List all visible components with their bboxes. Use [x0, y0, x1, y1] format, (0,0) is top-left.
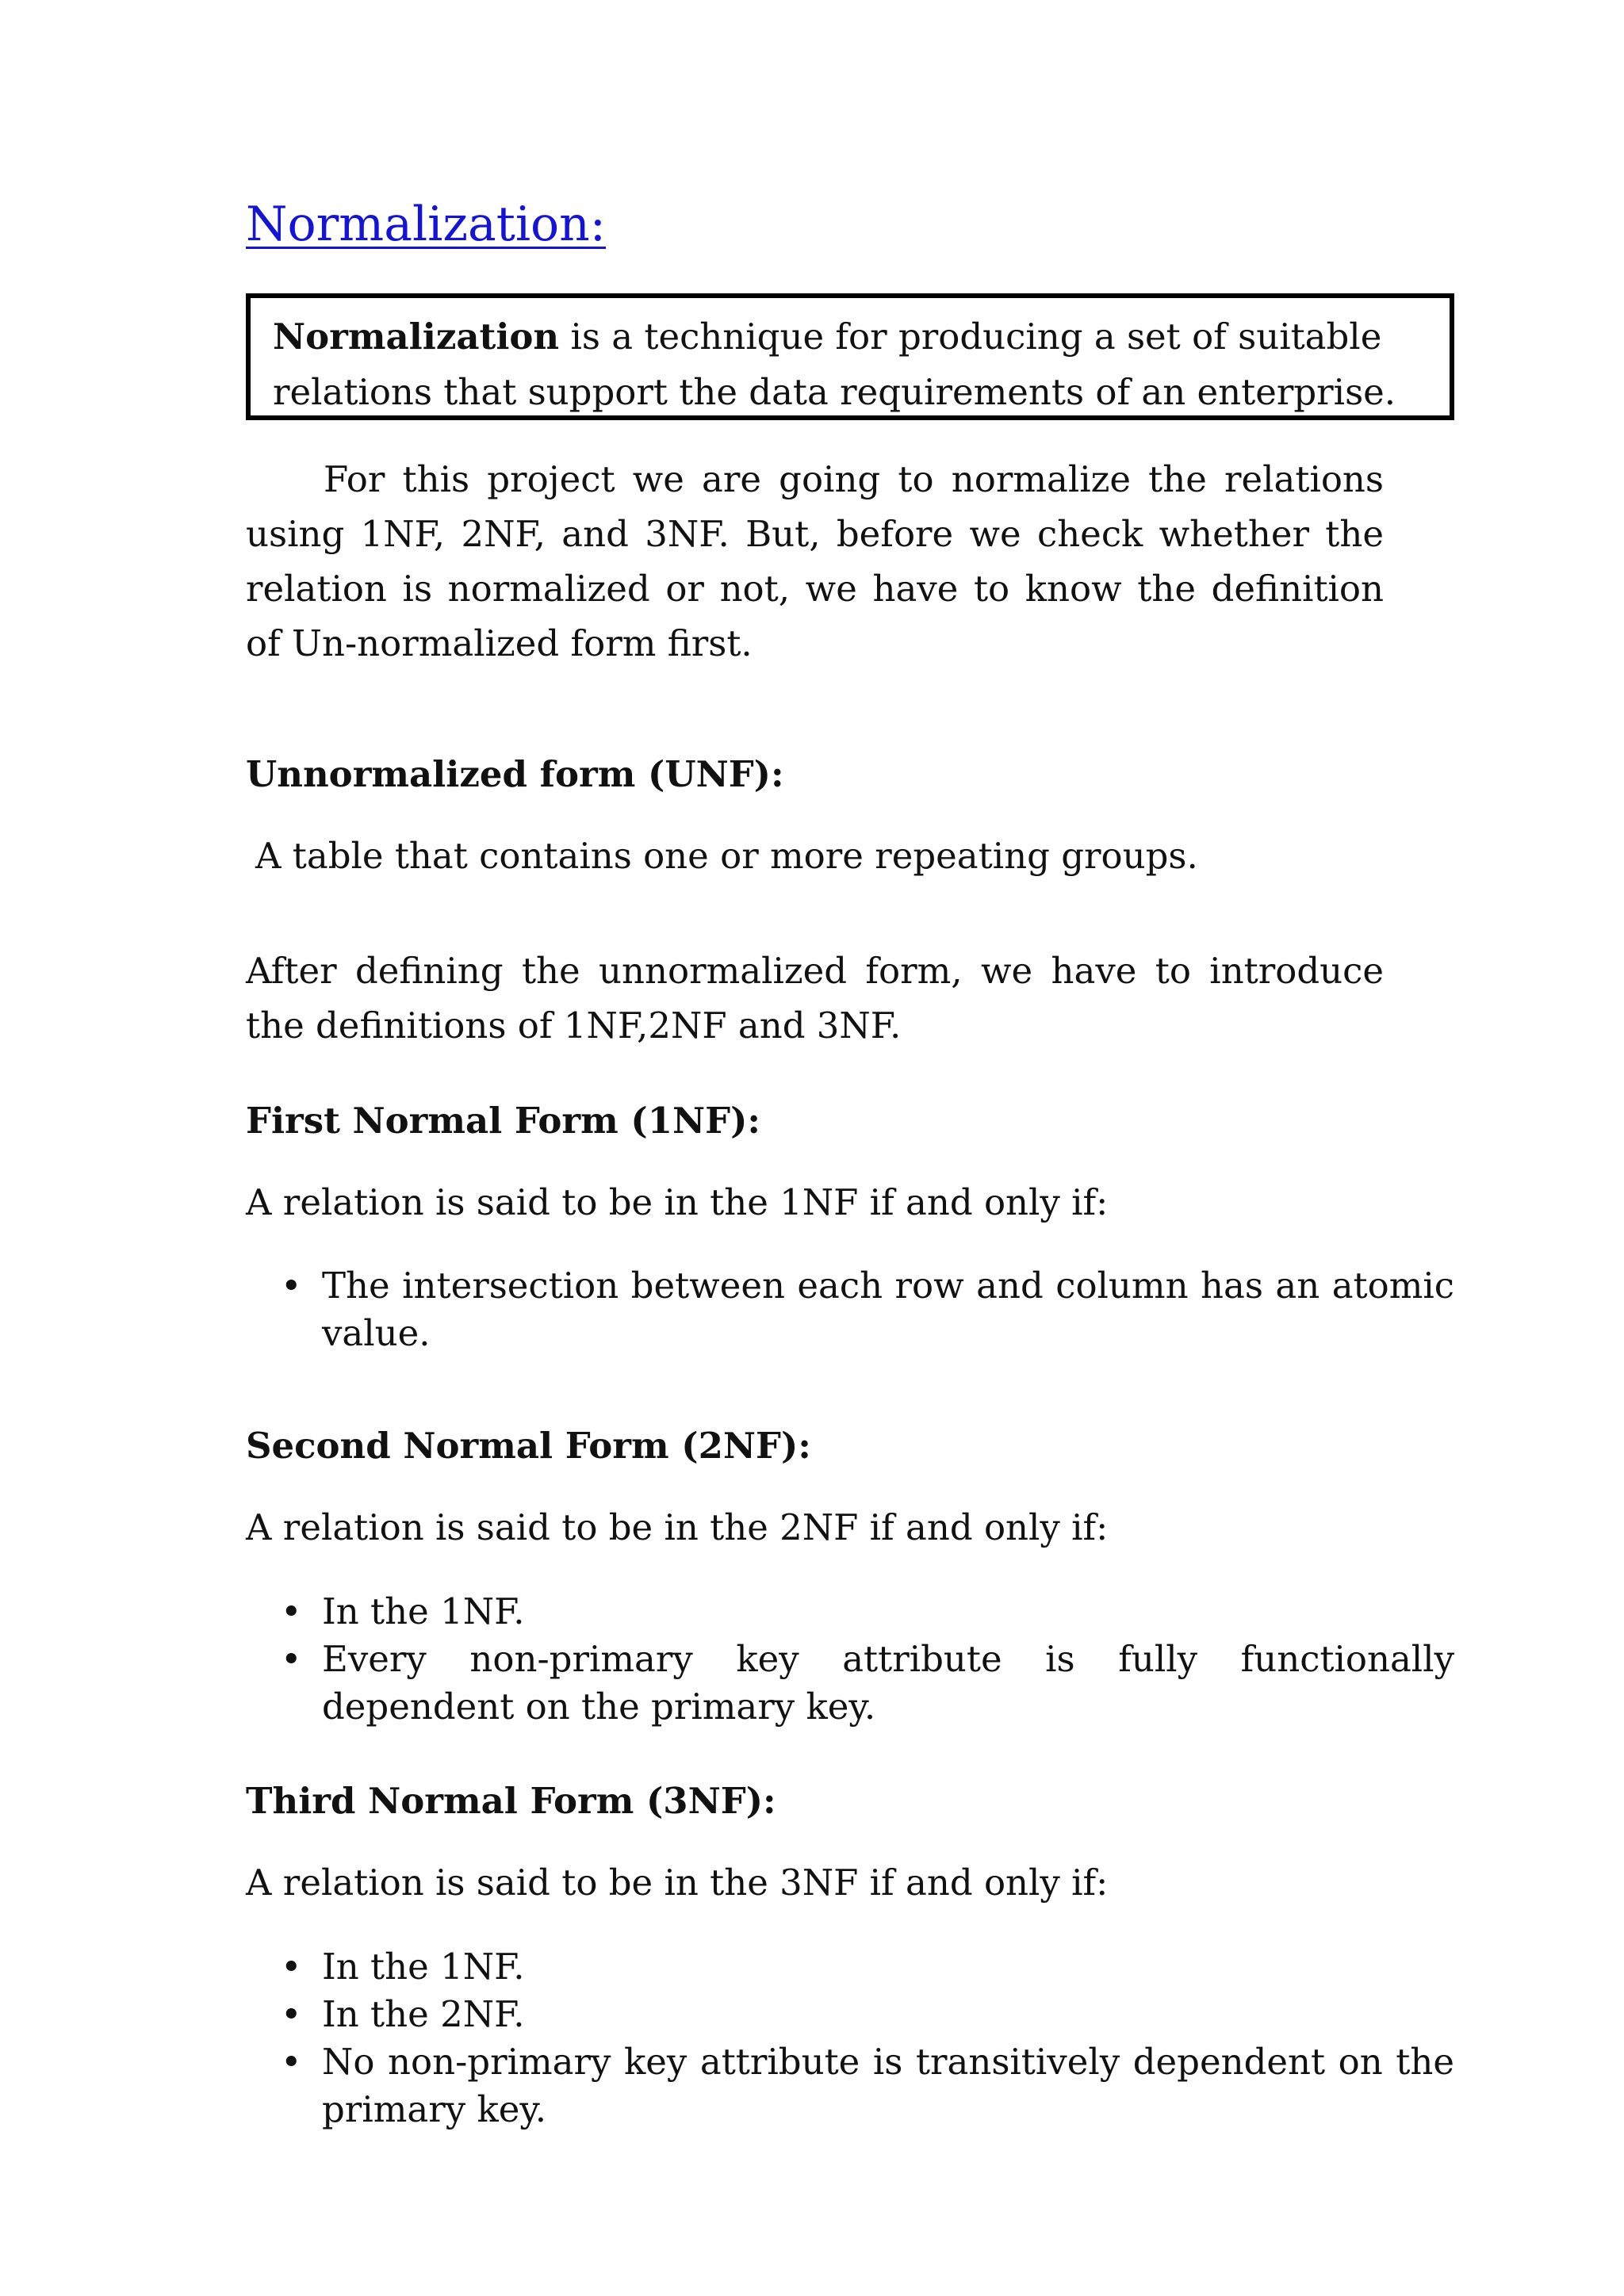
page-title: Normalization:: [246, 197, 607, 252]
bullet-icon: •: [281, 2041, 302, 2083]
list-item: • Every non-primary key attribute is fully functionally dependent on the primary key.: [281, 1636, 1454, 1731]
second-nf-heading: Second Normal Form (2NF):: [246, 1425, 811, 1467]
definition-term: Normalization: [273, 316, 560, 358]
definition-text: is a technique for producing a set of suitable relations that support the data requirements of an enterprise.: [273, 316, 1396, 413]
bullet-icon: •: [281, 1590, 302, 1632]
unf-heading: Unnormalized form (UNF):: [246, 753, 784, 795]
bullet-icon: •: [281, 1638, 302, 1680]
list-item: • In the 2NF.: [281, 1991, 1454, 2038]
second-nf-bullet-list: [281, 1588, 1454, 1731]
third-nf-lead: A relation is said to be in the 3NF if and only if:: [246, 1862, 1109, 1904]
third-nf-heading: Third Normal Form (3NF):: [246, 1780, 776, 1822]
intro-paragraph: For this project we are going to normalize the relations using 1NF, 2NF, and 3NF. But, before we check whether the relation is normalized or not, we have to know the definition of Un-normalized form first.: [246, 458, 1384, 664]
first-nf-bullet-list: [281, 1262, 1454, 1357]
unf-definition: A table that contains one or more repeating groups.: [255, 835, 1198, 877]
list-item: • No non-primary key attribute is transitively dependent on the primary key.: [281, 2038, 1454, 2133]
first-nf-heading: First Normal Form (1NF):: [246, 1100, 761, 1142]
definition-box: [246, 293, 1454, 420]
list-item: • The intersection between each row and column has an atomic value.: [281, 1262, 1454, 1357]
bullet-icon: •: [281, 1265, 302, 1307]
list-item: • In the 1NF.: [281, 1943, 1454, 1991]
first-nf-lead: A relation is said to be in the 1NF if and only if:: [246, 1181, 1109, 1223]
bullet-icon: •: [281, 1993, 302, 2035]
transition-paragraph: After defining the unnormalized form, we have to introduce the definitions of 1NF,2NF and 3NF.: [246, 950, 1384, 1047]
third-nf-bullet-list: [281, 1943, 1454, 2133]
second-nf-lead: A relation is said to be in the 2NF if and only if:: [246, 1506, 1109, 1548]
list-item: • In the 1NF.: [281, 1588, 1454, 1636]
bullet-icon: •: [281, 1946, 302, 1988]
